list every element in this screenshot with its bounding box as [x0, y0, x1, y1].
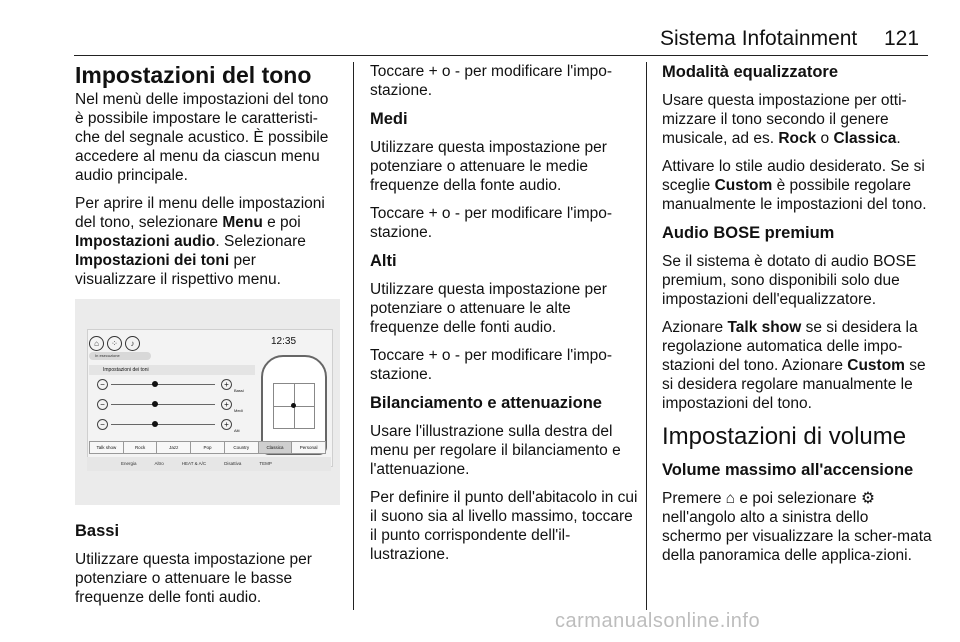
tone-settings-panel-title: Impostazioni dei toni [89, 365, 255, 375]
heading-bose: Audio BOSE premium [662, 224, 835, 242]
tone-settings-screenshot [75, 299, 340, 505]
paragraph-eq-2: Attivare lo stile audio desiderato. Se si sceglie Custom è possibile regolare manualmente le impostazioni del tono. [662, 158, 927, 213]
paragraph-tone-intro: Nel menù delle impostazioni del tono è possibile impostare le caratteristi-che del segnale acustico. È possibile accedere al menu da ciascun menu audio principale. [75, 91, 329, 184]
slider-knob [152, 381, 158, 387]
balance-fade-car-diagram [261, 355, 327, 455]
home-icon: ⌂ [725, 490, 736, 507]
balance-point [291, 403, 296, 408]
slider-treble [97, 419, 247, 433]
slider-bass [97, 379, 247, 393]
bottom-item: HEAT & A/C [181, 461, 207, 466]
apps-icon: ⁘ [107, 336, 122, 351]
slider-knob [152, 421, 158, 427]
watermark: carmanualsonline.info [555, 610, 761, 632]
term-rock: Rock [778, 130, 817, 147]
eq-preset-button: Rock [123, 441, 158, 454]
column-2 [370, 62, 638, 573]
eq-preset-bar [89, 441, 325, 454]
slider-label: Medi [234, 408, 243, 413]
paragraph-touch-1: Toccare + o - per modificare l'impo-stazione. [370, 63, 613, 99]
eq-preset-button: Talk show [89, 441, 124, 454]
heading-tone-settings: Impostazioni del tono [75, 62, 312, 88]
paragraph-bose-2: Azionare Talk show se si desidera la regolazione automatica delle impo-stazioni del tono. Azionare Custom se si desidera regolare manualmente le impostazioni del tono. [662, 319, 926, 412]
heading-balance-fade: Bilanciamento e attenuazione [370, 394, 602, 412]
heading-volume-settings: Impostazioni di volume [662, 423, 907, 450]
slider-label: Alti [234, 428, 240, 433]
paragraph-touch-3: Toccare + o - per modificare l'impo-stazione. [370, 347, 613, 383]
paragraph-mid: Utilizzare questa impostazione per potenziare o attenuare le medie frequenze della fonte audio. [370, 139, 607, 194]
settings-icon: ⚙ [860, 490, 875, 507]
paragraph-eq-1: Usare questa impostazione per otti-mizzare il tono secondo il genere musicale, ad es. Rock o Classica. [662, 92, 907, 147]
paragraph-balance-1: Usare l'illustrazione sulla destra del menu per regolare il bilanciamento e l'attenuazione. [370, 423, 621, 478]
plus-icon: + [221, 379, 232, 390]
minus-icon: − [97, 379, 108, 390]
paragraph-bass: Utilizzare questa impostazione per potenziare o attenuare le basse frequenze delle fonti audio. [75, 551, 312, 606]
column-3 [662, 62, 932, 574]
column-separator-1 [353, 62, 354, 610]
screen-clock: 12:35 [271, 336, 297, 347]
back-now-playing-button: In esecuzione [89, 352, 151, 360]
term-menu: Menu [222, 214, 263, 231]
heading-treble: Alti [370, 252, 397, 270]
term-tone-settings: Impostazioni dei toni [75, 252, 230, 269]
paragraph-bose-1: Se il sistema è dotato di audio BOSE premium, sono disponibili solo due impostazioni dell'equalizzatore. [662, 253, 917, 308]
header-section-title: Sistema Infotainment [660, 27, 858, 50]
eq-preset-button: Classica [258, 441, 293, 454]
paragraph-touch-2: Toccare + o - per modificare l'impo-stazione. [370, 205, 613, 241]
eq-preset-button: Country [224, 441, 259, 454]
slider-knob [152, 401, 158, 407]
plus-icon: + [221, 419, 232, 430]
header-rule [74, 55, 928, 56]
heading-eq-mode: Modalità equalizzatore [662, 63, 839, 81]
page-number: 121 [884, 27, 920, 50]
eq-preset-button: Personal [291, 441, 326, 454]
term-talk-show: Talk show [727, 319, 802, 336]
column-separator-2 [646, 62, 647, 610]
bottom-item: Altro [154, 461, 164, 466]
column-1 [75, 62, 340, 616]
term-classica: Classica [833, 130, 897, 147]
heading-bass: Bassi [75, 522, 120, 540]
eq-preset-button: Jazz [156, 441, 191, 454]
minus-icon: − [97, 399, 108, 410]
minus-icon: − [97, 419, 108, 430]
paragraph-open-tone-menu: Per aprire il menu delle impostazioni del tono, selezionare Menu e poi Impostazioni audio. Selezionare Impostazioni dei toni per visualizzare il rispettivo menu. [75, 195, 325, 288]
paragraph-max-volume: Premere ⌂ e poi selezionare ⚙ nell'angolo alto a sinistra dello schermo per visualizzare la scher-mata della panoramica delle applica-zioni. [662, 490, 932, 564]
bottom-item: Disattiva [224, 461, 242, 466]
paragraph-balance-2: Per definire il punto dell'abitacolo in cui il suono sia al livello massimo, toccare il punto corrispondente dell'il-lustrazione. [370, 489, 638, 563]
screen-bottom-bar [87, 457, 331, 471]
term-custom: Custom [714, 177, 773, 194]
plus-icon: + [221, 399, 232, 410]
eq-preset-button: Pop [190, 441, 225, 454]
audio-icon: ♪ [125, 336, 140, 351]
heading-max-startup-volume: Volume massimo all'accensione [662, 461, 914, 479]
bottom-item: TEMP [259, 461, 272, 466]
home-icon: ⌂ [89, 336, 104, 351]
slider-mid [97, 399, 247, 413]
heading-mid: Medi [370, 110, 408, 128]
paragraph-treble: Utilizzare questa impostazione per potenziare o attenuare le alte frequenze delle fonti audio. [370, 281, 607, 336]
slider-label: Bassi [234, 388, 244, 393]
bottom-item: Energia [121, 461, 137, 466]
screen-top-icons [89, 332, 143, 351]
term-custom-2: Custom [847, 357, 905, 374]
term-audio-settings: Impostazioni audio [75, 233, 216, 250]
